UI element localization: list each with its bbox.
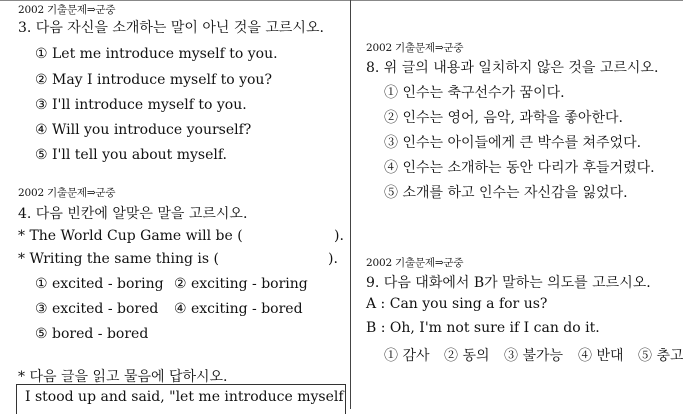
- q3-question: 3. 다음 자신을 소개하는 말이 아닌 것을 고르시오.: [18, 20, 324, 36]
- q8-option-4: ④ 인수는 소개하는 동안 다리가 후들거렸다.: [384, 160, 655, 176]
- q4-question: 4. 다음 빈칸에 알맞은 말을 고르시오.: [18, 206, 248, 222]
- q8-option-1: ① 인수는 축구선수가 꿈이다.: [384, 85, 565, 101]
- q4-blank-line-1: * The World Cup Game will be (: [18, 228, 243, 244]
- q9-option-5: ⑤ 충고: [638, 348, 683, 364]
- q4-option-1: ① excited - boring: [35, 276, 164, 292]
- q8-source: 2002 기출문제⇒군중: [366, 42, 464, 54]
- q3-source: 2002 기출문제⇒군중: [18, 4, 116, 16]
- q3-option-4: ④ Will you introduce yourself?: [35, 122, 252, 138]
- q4-blank-line-1-close: ).: [334, 228, 344, 244]
- q4-option-2: ② exciting - boring: [174, 276, 308, 292]
- top-border: [0, 0, 683, 1]
- q9-option-4: ④ 반대: [578, 348, 624, 364]
- q3-option-1: ① Let me introduce myself to you.: [35, 46, 278, 62]
- q9-option-3: ③ 불가능: [504, 348, 564, 364]
- q3-option-5: ⑤ I'll tell you about myself.: [35, 147, 228, 163]
- q9-option-2: ② 동의: [444, 348, 490, 364]
- q8-option-2: ② 인수는 영어, 음악, 과학을 좋아한다.: [384, 110, 623, 126]
- q9-question: 9. 다음 대화에서 B가 말하는 의도를 고르시오.: [366, 275, 651, 291]
- q4-blank-line-2-close: ).: [328, 251, 338, 267]
- q3-option-2: ② May I introduce myself to you?: [35, 72, 272, 88]
- q9-source: 2002 기출문제⇒군중: [366, 257, 464, 269]
- q9-option-1: ① 감사: [384, 348, 430, 364]
- q3-option-3: ③ I'll introduce myself to you.: [35, 97, 247, 113]
- q4-option-3: ③ excited - bored: [35, 301, 159, 317]
- q9-dialog-a: A : Can you sing a for us?: [366, 296, 548, 312]
- q4-blank-line-2: * Writing the same thing is (: [18, 251, 219, 267]
- q9-dialog-b: B : Oh, I'm not sure if I can do it.: [366, 320, 600, 336]
- q8-question: 8. 위 글의 내용과 일치하지 않은 것을 고르시오.: [366, 60, 659, 76]
- q8-option-3: ③ 인수는 아이들에게 큰 박수를 쳐주었다.: [384, 135, 642, 151]
- q4-source: 2002 기출문제⇒군중: [18, 187, 116, 199]
- column-divider: [350, 0, 351, 409]
- q8-option-5: ⑤ 소개를 하고 인수는 자신감을 잃었다.: [384, 185, 628, 201]
- passage-instruction: * 다음 글을 읽고 물음에 답하시오.: [18, 369, 228, 385]
- q4-option-4: ④ exciting - bored: [174, 301, 303, 317]
- q4-option-5: ⑤ bored - bored: [35, 326, 149, 342]
- passage-box: I stood up and said, "let me introduce myself: [16, 384, 346, 414]
